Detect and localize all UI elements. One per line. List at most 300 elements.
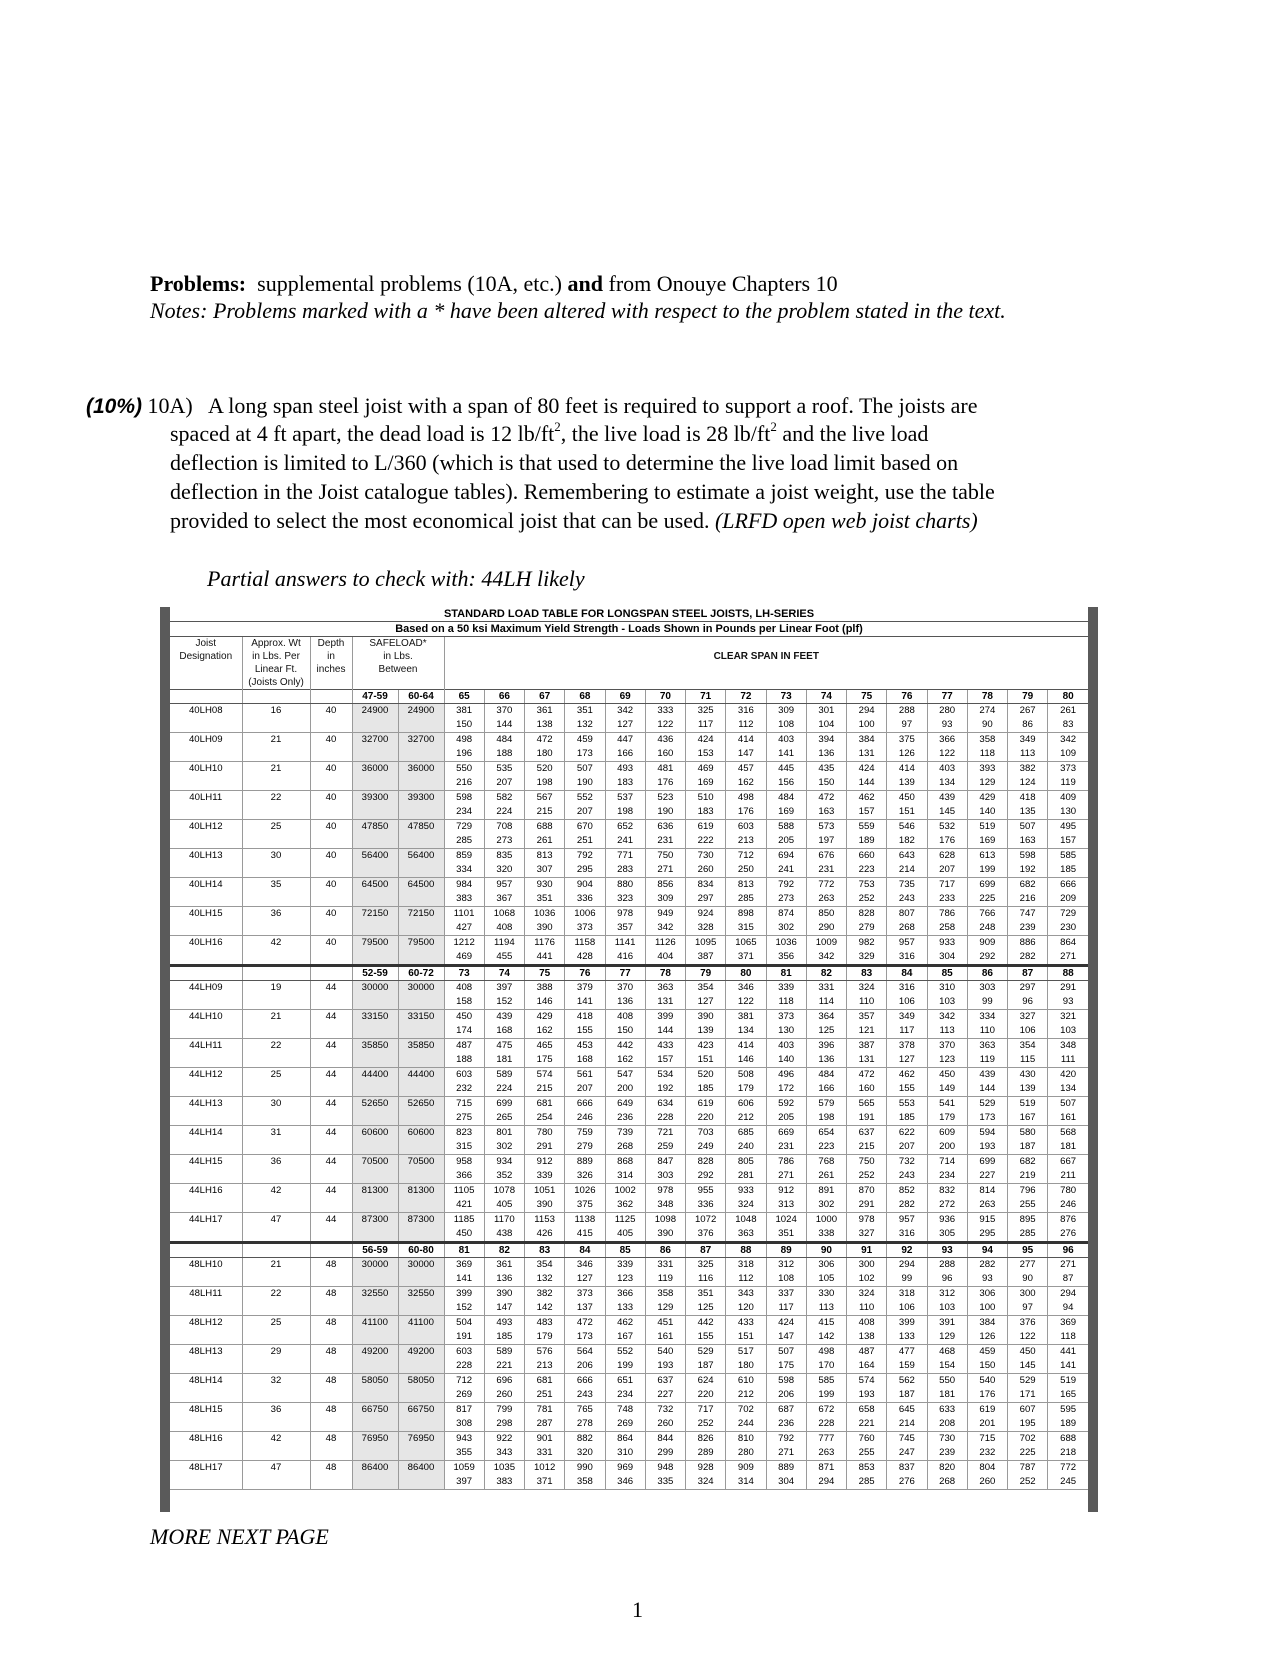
- total-load: 1098: [654, 1214, 677, 1225]
- total-load: 870: [858, 1185, 875, 1196]
- load-cell: [726, 1287, 766, 1316]
- total-load: 978: [657, 1185, 674, 1196]
- total-load: 420: [1060, 1069, 1077, 1080]
- total-load: 540: [979, 1375, 996, 1386]
- live-load: 232: [456, 1083, 473, 1094]
- total-load: 859: [456, 850, 473, 861]
- total-load: 378: [898, 1040, 915, 1051]
- total-load: 750: [858, 1156, 875, 1167]
- joist-row: [170, 1461, 1088, 1490]
- total-load: 847: [657, 1156, 674, 1167]
- load-cell: [726, 1010, 766, 1039]
- load-cell: [927, 1213, 967, 1243]
- table-header-row: [170, 663, 1088, 676]
- load-cell: [484, 733, 524, 762]
- joist-designation: 40LH12: [188, 821, 223, 832]
- live-load: 405: [496, 1199, 513, 1210]
- joist-depth: 48: [310, 1432, 352, 1461]
- load-cell: [927, 1432, 967, 1461]
- joist-row: [170, 981, 1088, 1010]
- live-load: 189: [1060, 1418, 1077, 1429]
- total-load: 1176: [534, 937, 555, 948]
- live-load: 126: [979, 1331, 996, 1342]
- span-header-blank: [242, 1243, 310, 1258]
- total-load: 414: [737, 1040, 754, 1051]
- load-cell: [847, 820, 887, 849]
- total-load: 768: [818, 1156, 835, 1167]
- load-cell: [565, 1461, 605, 1490]
- load-cell: [766, 936, 806, 966]
- total-load: 651: [617, 1375, 634, 1386]
- safeload-1: 86400: [352, 1461, 398, 1490]
- safeload-2: 32550: [398, 1287, 444, 1316]
- notes-line: Notes: Problems marked with a * have been altered with respect to the problem stated in the text.: [150, 298, 1006, 323]
- header-depth: Depth: [310, 637, 352, 651]
- load-cell: [525, 1287, 565, 1316]
- live-load: 336: [576, 893, 593, 904]
- live-load: 358: [576, 1476, 593, 1487]
- load-cell: [605, 1258, 645, 1287]
- live-load: 169: [979, 835, 996, 846]
- total-load: 433: [657, 1040, 674, 1051]
- live-load: 343: [496, 1447, 513, 1458]
- load-cell: [726, 820, 766, 849]
- live-load: 127: [898, 1054, 915, 1065]
- span-ft: 88: [726, 1243, 766, 1258]
- live-load: 189: [858, 835, 875, 846]
- live-load: 245: [1060, 1476, 1077, 1487]
- live-load: 294: [818, 1476, 835, 1487]
- load-cell: [645, 936, 685, 966]
- load-cell: [726, 791, 766, 820]
- total-load: 882: [576, 1433, 593, 1444]
- total-load: 462: [858, 792, 875, 803]
- live-load: 109: [1060, 748, 1077, 759]
- joist-weight: 25: [242, 1068, 310, 1097]
- load-cell: [645, 1097, 685, 1126]
- total-load: 354: [1019, 1040, 1036, 1051]
- joist-depth: 44: [310, 1184, 352, 1213]
- load-cell: [444, 1155, 484, 1184]
- total-load: 814: [979, 1185, 996, 1196]
- load-cell: [887, 878, 927, 907]
- load-cell: [1008, 1039, 1048, 1068]
- total-load: 316: [737, 705, 754, 716]
- total-load: 729: [1060, 908, 1077, 919]
- live-load: 147: [778, 1331, 795, 1342]
- load-cell: [645, 1403, 685, 1432]
- load-cell: [927, 981, 967, 1010]
- total-load: 781: [536, 1404, 553, 1415]
- total-load: 619: [979, 1404, 996, 1415]
- total-load: 294: [898, 1259, 915, 1270]
- total-load: 507: [576, 763, 593, 774]
- joist-row: [170, 1097, 1088, 1126]
- safeload-2: 41100: [398, 1316, 444, 1345]
- total-load: 343: [737, 1288, 754, 1299]
- live-load: 290: [818, 922, 835, 933]
- live-load: 181: [939, 1389, 956, 1400]
- total-load: 484: [818, 1069, 835, 1080]
- more-next-page: MORE NEXT PAGE: [150, 1524, 329, 1549]
- total-load: 694: [778, 850, 795, 861]
- load-cell: [967, 1213, 1007, 1243]
- total-load: 1000: [815, 1214, 838, 1225]
- joist-depth: 40: [310, 762, 352, 791]
- load-cell: [847, 1316, 887, 1345]
- total-load: 370: [939, 1040, 956, 1051]
- live-load: 173: [979, 1112, 996, 1123]
- load-cell: [847, 1068, 887, 1097]
- load-cell: [967, 936, 1007, 966]
- load-cell: [645, 1184, 685, 1213]
- load-cell: [565, 849, 605, 878]
- total-load: 369: [456, 1259, 473, 1270]
- load-cell: [1048, 733, 1088, 762]
- total-load: 457: [737, 763, 754, 774]
- span-ft: 75: [847, 690, 887, 704]
- live-load: 260: [979, 1476, 996, 1487]
- total-load: 766: [979, 908, 996, 919]
- live-load: 225: [979, 893, 996, 904]
- total-load: 424: [778, 1317, 795, 1328]
- total-load: 450: [939, 1069, 956, 1080]
- total-load: 909: [979, 937, 996, 948]
- live-load: 421: [456, 1199, 473, 1210]
- total-load: 567: [536, 792, 553, 803]
- load-cell: [444, 733, 484, 762]
- load-cell: [525, 1155, 565, 1184]
- live-load: 355: [456, 1447, 473, 1458]
- safeload-2: 30000: [398, 981, 444, 1010]
- total-load: 801: [496, 1127, 513, 1138]
- load-cell: [525, 1403, 565, 1432]
- total-load: 880: [617, 879, 634, 890]
- live-load: 371: [536, 1476, 553, 1487]
- load-cell: [726, 849, 766, 878]
- live-load: 441: [536, 951, 553, 962]
- live-load: 227: [657, 1389, 674, 1400]
- load-cell: [967, 1316, 1007, 1345]
- live-load: 339: [536, 1170, 553, 1181]
- live-load: 251: [536, 1389, 553, 1400]
- safeload-2: 32700: [398, 733, 444, 762]
- joist-depth: 48: [310, 1258, 352, 1287]
- safeload-range: 60-64: [398, 690, 444, 704]
- load-cell: [686, 704, 726, 733]
- load-cell: [887, 762, 927, 791]
- live-load: 197: [818, 835, 835, 846]
- span-ft: 69: [605, 690, 645, 704]
- total-load: 1138: [574, 1214, 596, 1225]
- total-load: 730: [939, 1433, 956, 1444]
- total-load: 765: [576, 1404, 593, 1415]
- total-load: 324: [858, 1288, 875, 1299]
- load-cell: [1008, 878, 1048, 907]
- load-cell: [887, 1068, 927, 1097]
- load-cell: [525, 849, 565, 878]
- load-cell: [444, 1258, 484, 1287]
- total-load: 982: [858, 937, 875, 948]
- safeload-2: 30000: [398, 1258, 444, 1287]
- load-cell: [484, 981, 524, 1010]
- load-cell: [444, 1010, 484, 1039]
- live-load: 291: [858, 1199, 875, 1210]
- total-load: 667: [1060, 1156, 1077, 1167]
- live-load: 316: [898, 1228, 915, 1239]
- total-load: 342: [1060, 734, 1077, 745]
- header-clear-span: CLEAR SPAN IN FEET: [444, 650, 1088, 663]
- live-load: 249: [697, 1141, 714, 1152]
- live-load: 390: [536, 1199, 553, 1210]
- total-load: 594: [979, 1127, 996, 1138]
- load-cell: [927, 936, 967, 966]
- live-load: 231: [657, 835, 674, 846]
- span-ft: 82: [484, 1243, 524, 1258]
- load-cell: [1008, 907, 1048, 936]
- joist-designation: 48LH15: [188, 1404, 223, 1415]
- total-load: 382: [1019, 763, 1036, 774]
- live-load: 141: [1060, 1360, 1077, 1371]
- safeload-1: 30000: [352, 981, 398, 1010]
- load-cell: [444, 1287, 484, 1316]
- joist-depth: 44: [310, 1213, 352, 1243]
- load-cell: [847, 1403, 887, 1432]
- live-load: 315: [737, 922, 754, 933]
- live-load: 86: [1022, 719, 1033, 730]
- load-cell: [686, 1213, 726, 1243]
- safeload-1: 66750: [352, 1403, 398, 1432]
- load-cell: [565, 1213, 605, 1243]
- live-load: 351: [536, 893, 553, 904]
- live-load: 147: [737, 748, 754, 759]
- total-load: 654: [818, 1127, 835, 1138]
- load-cell: [565, 907, 605, 936]
- live-load: 335: [657, 1476, 674, 1487]
- load-cell: [967, 1258, 1007, 1287]
- total-load: 1194: [494, 937, 515, 948]
- safeload-2: 33150: [398, 1010, 444, 1039]
- load-cell: [605, 849, 645, 878]
- header-clear-span: [444, 663, 1088, 676]
- total-load: 889: [576, 1156, 593, 1167]
- joist-depth: 44: [310, 1126, 352, 1155]
- live-load: 169: [778, 806, 795, 817]
- load-cell: [605, 1287, 645, 1316]
- live-load: 97: [1022, 1302, 1033, 1313]
- live-load: 279: [858, 922, 875, 933]
- span-ft: 73: [766, 690, 806, 704]
- span-header-blank: [242, 966, 310, 981]
- joist-weight: 32: [242, 1374, 310, 1403]
- total-load: 483: [536, 1317, 553, 1328]
- load-cell: [847, 907, 887, 936]
- live-load: 215: [536, 1083, 553, 1094]
- joist-designation: 44LH13: [188, 1098, 223, 1109]
- load-cell: [484, 1155, 524, 1184]
- total-load: 337: [778, 1288, 795, 1299]
- live-load: 145: [939, 806, 956, 817]
- load-cell: [1048, 1097, 1088, 1126]
- load-cell: [887, 849, 927, 878]
- total-load: 472: [536, 734, 553, 745]
- load-cell: [967, 1068, 1007, 1097]
- load-cell: [1048, 1403, 1088, 1432]
- total-load: 714: [939, 1156, 956, 1167]
- load-cell: [525, 936, 565, 966]
- live-load: 314: [737, 1476, 754, 1487]
- joist-weight: 30: [242, 1097, 310, 1126]
- load-cell: [847, 1287, 887, 1316]
- load-cell: [1048, 878, 1088, 907]
- live-load: 255: [858, 1447, 875, 1458]
- total-load: 1170: [494, 1214, 515, 1225]
- load-cell: [847, 1461, 887, 1490]
- total-load: 547: [617, 1069, 634, 1080]
- live-load: 390: [657, 1228, 674, 1239]
- load-cell: [686, 733, 726, 762]
- live-load: 205: [778, 1112, 795, 1123]
- live-load: 172: [778, 1083, 795, 1094]
- live-load: 215: [536, 806, 553, 817]
- total-load: 517: [737, 1346, 754, 1357]
- load-cell: [565, 791, 605, 820]
- load-cell: [1048, 1126, 1088, 1155]
- total-load: 844: [657, 1433, 674, 1444]
- load-cell: [847, 1258, 887, 1287]
- live-load: 297: [697, 893, 714, 904]
- total-load: 1036: [533, 908, 556, 919]
- total-load: 717: [939, 879, 956, 890]
- load-cell: [887, 791, 927, 820]
- load-cell: [847, 704, 887, 733]
- total-load: 891: [818, 1185, 835, 1196]
- load-cell: [484, 1316, 524, 1345]
- total-load: 373: [778, 1011, 795, 1022]
- total-load: 685: [737, 1127, 754, 1138]
- header-safeload: in Lbs.: [352, 650, 444, 663]
- live-load: 167: [617, 1331, 634, 1342]
- live-load: 181: [496, 1054, 513, 1065]
- total-load: 462: [898, 1069, 915, 1080]
- live-load: 166: [617, 748, 634, 759]
- live-load: 127: [617, 719, 634, 730]
- load-cell: [927, 1039, 967, 1068]
- live-load: 207: [496, 777, 513, 788]
- joist-row: [170, 849, 1088, 878]
- span-ft: 81: [444, 1243, 484, 1258]
- live-load: 179: [536, 1331, 553, 1342]
- safeload-2: 72150: [398, 907, 444, 936]
- live-load: 176: [939, 835, 956, 846]
- total-load: 852: [898, 1185, 915, 1196]
- problems-heading: [150, 271, 838, 297]
- total-load: 574: [858, 1375, 875, 1386]
- live-load: 428: [576, 951, 593, 962]
- load-cell: [806, 1287, 846, 1316]
- total-load: 1141: [614, 937, 636, 948]
- total-load: 349: [1019, 734, 1036, 745]
- total-load: 732: [657, 1404, 674, 1415]
- live-load: 268: [939, 1476, 956, 1487]
- joist-weight: 42: [242, 1432, 310, 1461]
- total-load: 390: [496, 1288, 513, 1299]
- live-load: 287: [536, 1418, 553, 1429]
- live-load: 272: [939, 1199, 956, 1210]
- span-ft: 87: [686, 1243, 726, 1258]
- total-load: 568: [1060, 1127, 1077, 1138]
- joist-row: [170, 1345, 1088, 1374]
- live-load: 122: [1019, 1331, 1036, 1342]
- total-load: 624: [697, 1375, 714, 1386]
- joist-row: [170, 1184, 1088, 1213]
- total-load: 669: [778, 1127, 795, 1138]
- header-joist: [170, 663, 242, 676]
- total-load: 384: [979, 1317, 996, 1328]
- load-cell: [484, 1068, 524, 1097]
- live-load: 113: [939, 1025, 955, 1036]
- joist-designation: 48LH17: [188, 1462, 223, 1473]
- live-load: 271: [778, 1447, 795, 1458]
- live-load: 118: [979, 748, 996, 759]
- live-load: 376: [697, 1228, 714, 1239]
- span-ft: 80: [1048, 690, 1088, 704]
- total-load: 771: [617, 850, 634, 861]
- load-cell: [605, 981, 645, 1010]
- live-load: 289: [697, 1447, 714, 1458]
- span-ft: 79: [686, 966, 726, 981]
- load-cell: [967, 1287, 1007, 1316]
- live-load: 157: [1060, 835, 1077, 846]
- safeload-2: 70500: [398, 1155, 444, 1184]
- live-load: 271: [778, 1170, 795, 1181]
- load-cell: [565, 878, 605, 907]
- total-load: 282: [979, 1259, 996, 1270]
- load-cell: [525, 762, 565, 791]
- total-load: 468: [939, 1346, 956, 1357]
- total-load: 721: [657, 1127, 674, 1138]
- live-load: 342: [818, 951, 835, 962]
- live-load: 187: [1019, 1141, 1036, 1152]
- live-load: 324: [697, 1476, 714, 1487]
- load-cell: [967, 1097, 1007, 1126]
- total-load: 390: [697, 1011, 714, 1022]
- live-load: 307: [536, 864, 553, 875]
- live-load: 144: [657, 1025, 674, 1036]
- total-load: 864: [617, 1433, 634, 1444]
- load-cell: [444, 1039, 484, 1068]
- live-load: 134: [737, 1025, 754, 1036]
- live-load: 179: [737, 1083, 754, 1094]
- load-cell: [806, 1461, 846, 1490]
- load-cell: [565, 1432, 605, 1461]
- live-load: 280: [737, 1447, 754, 1458]
- live-load: 135: [1019, 806, 1036, 817]
- safeload-1: 56400: [352, 849, 398, 878]
- load-cell: [806, 981, 846, 1010]
- live-load: 427: [456, 922, 473, 933]
- load-cell: [605, 762, 645, 791]
- load-cell: [887, 1432, 927, 1461]
- load-cell: [565, 1316, 605, 1345]
- total-load: 613: [979, 850, 996, 861]
- live-load: 223: [858, 864, 875, 875]
- live-load: 260: [496, 1389, 513, 1400]
- load-cell: [1048, 1258, 1088, 1287]
- live-load: 181: [1060, 1141, 1077, 1152]
- joist-designation: 40LH14: [188, 879, 223, 890]
- load-cell: [444, 1184, 484, 1213]
